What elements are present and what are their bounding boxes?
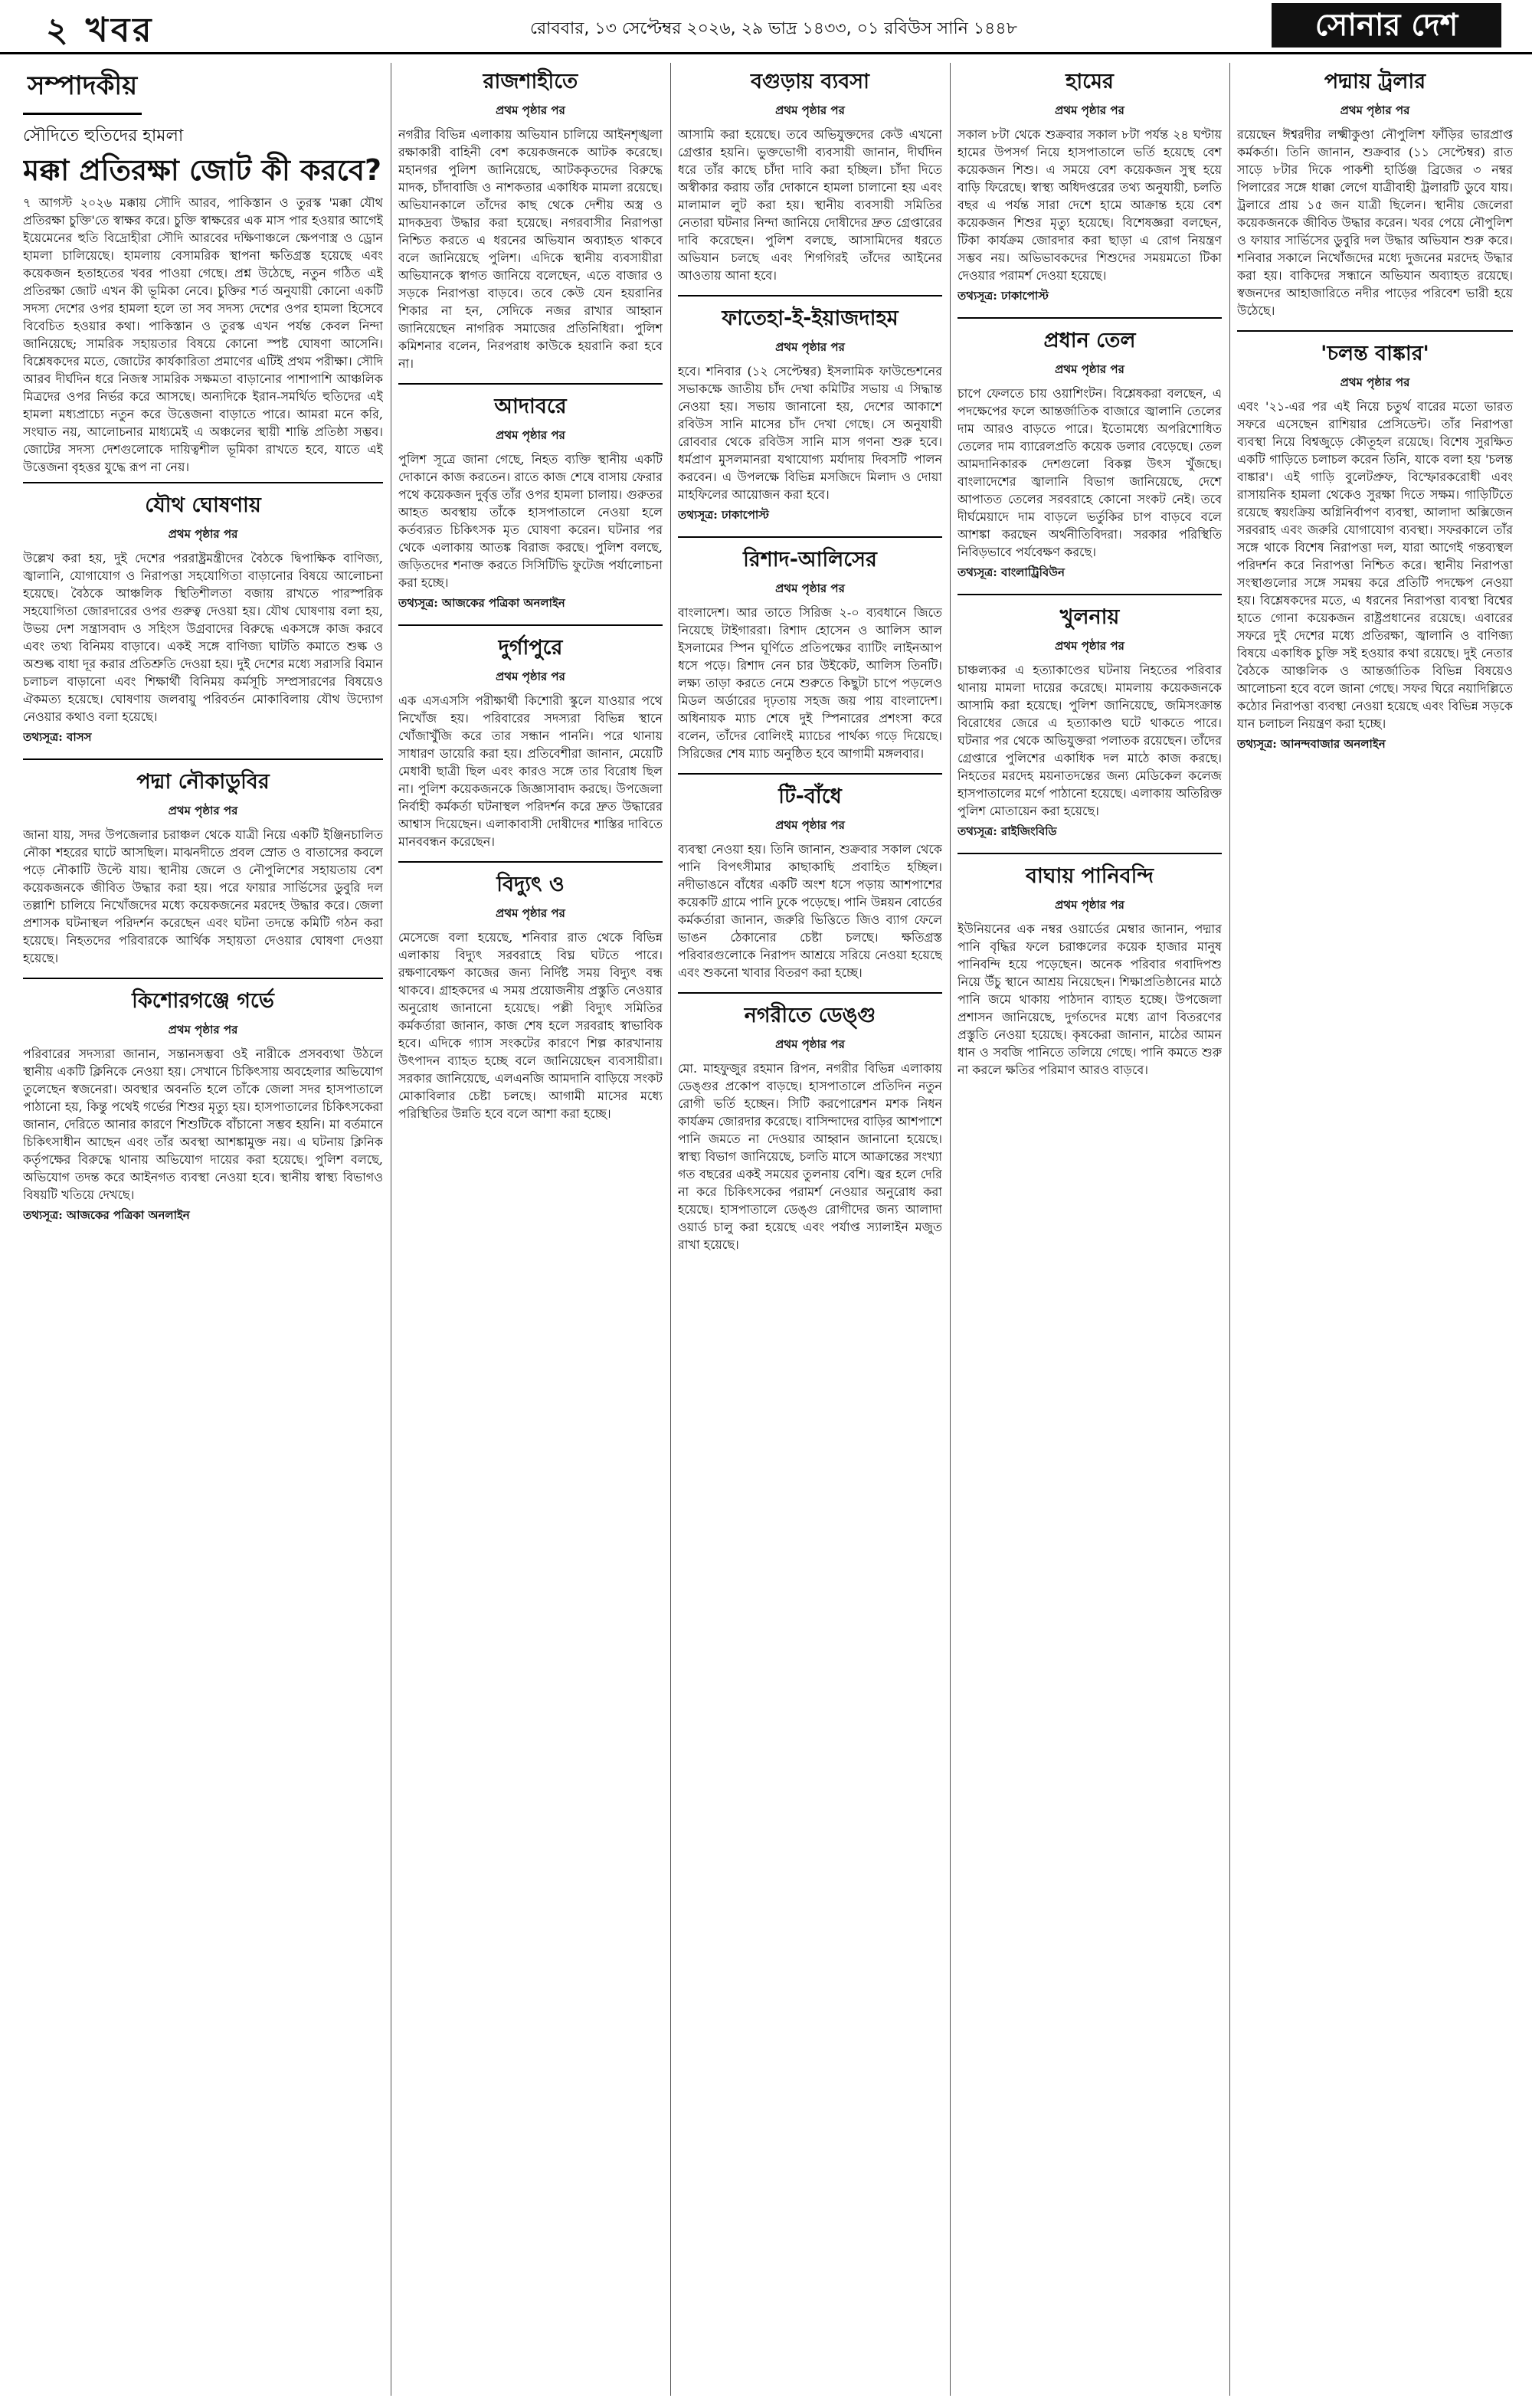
article-joutho	[23, 490, 383, 748]
article-title: রিশাদ-আলিসের	[743, 548, 877, 572]
continuation-label: প্রথম পৃষ্ঠার পর	[168, 527, 238, 541]
article-body: জানা যায়, সদর উপজেলার চরাঞ্চল থেকে যাত্রী নিয়ে একটি ইঞ্জিনচালিত নৌকা শহরের ঘাটে আসছিল। মাঝনদীতে প্রবল স্রোত ও বাতাসের কবলে পড়ে নৌকাটি উল্টে যায়। স্থানীয় জেলে ও নৌপুলিশের সহায়তায় বেশ কয়েকজনকে জীবিত উদ্ধার করা হয়। পরে ফায়ার সার্ভিসের ডুবুরি দল তল্লাশি চালিয়ে নিখোঁজদের মধ্যে কয়েকজনের মরদেহ উদ্ধার করে। জেলা প্রশাসক ঘটনাস্থল পরিদর্শন করেছেন এবং ঘটনা তদন্তে কমিটি গঠন করা হয়েছে। নিহতদের পরিবারকে আর্থিক সহায়তা দেওয়ার ঘোষণা দেওয়া হয়েছে।	[23, 827, 383, 965]
divider	[958, 317, 1222, 319]
article-title: পদ্মা নৌকাডুবির	[136, 770, 270, 794]
article-chalanta	[1237, 338, 1513, 755]
editorial-section	[23, 63, 383, 476]
article-body: বাংলাদেশ। আর তাতে সিরিজ ২-০ ব্যবধানে জিতে নিয়েছে টাইগাররা। রিশাদ হোসেন ও আলিস আল ইসলামের স্পিন ঘূর্ণিতে প্রতিপক্ষের ব্যাটিং লাইনআপ ধসে পড়ে। রিশাদ নেন চার উইকেট, আলিস তিনটি। লক্ষ্য তাড়া করতে নেমে শুরুতে কিছুটা চাপে পড়লেও মিডল অর্ডারের দৃঢ়তায় সহজ জয় পায় বাংলাদেশ। অধিনায়ক ম্যাচ শেষে দুই স্পিনারের প্রশংসা করে বলেন, তাঁদের বোলিংই ম্যাচের পার্থক্য গড়ে দিয়েছে। সিরিজের শেষ ম্যাচ অনুষ্ঠিত হবে আগামী মঙ্গলবার।	[678, 605, 942, 761]
continuation-label: প্রথম পৃষ্ঠার পর	[1340, 375, 1410, 389]
divider	[678, 992, 942, 994]
article-body: ব্যবস্থা নেওয়া হয়। তিনি জানান, শুক্রবার সকাল থেকে পানি বিপৎসীমার কাছাকাছি প্রবাহিত হচ্ছিল। নদীভাঙনে বাঁধের একটি অংশ ধসে পড়ায় আশপাশের কয়েকটি গ্রামে পানি ঢুকে পড়েছে। পানি উন্নয়ন বোর্ডের কর্মকর্তারা জানান, জরুরি ভিত্তিতে জিও ব্যাগ ফেলে ভাঙন ঠেকানোর চেষ্টা চলছে। ক্ষতিগ্রস্ত পরিবারগুলোকে নিরাপদ আশ্রয়ে সরিয়ে নেওয়া হয়েছে এবং শুকনো খাবার বিতরণ করা হচ্ছে।	[678, 842, 942, 980]
editorial-body: ৭ আগস্ট ২০২৬ মক্কায় সৌদি আরব, পাকিস্তান ও তুরস্ক 'মক্কা যৌথ প্রতিরক্ষা চুক্তি'তে স্বাক্ষর করে। চুক্তি স্বাক্ষরের এক মাস পার হওয়ার আগেই ইয়েমেনের হুতি বিদ্রোহীরা সৌদি আরবের দক্ষিণাঞ্চলে ক্ষেপণাস্ত্র ও ড্রোন হামলা চালিয়েছে। হামলায় বেসামরিক স্থাপনা ক্ষতিগ্রস্ত হয়েছে এবং কয়েকজন হতাহতের খবর পাওয়া গেছে। প্রশ্ন উঠেছে, নতুন গঠিত এই প্রতিরক্ষা জোট এখন কী ভূমিকা নেবে। চুক্তির শর্ত অনুযায়ী কোনো একটি সদস্য দেশের ওপর হামলা হলে তা সব সদস্য দেশের ওপর হামলা হিসেবে বিবেচিত হওয়ার কথা। পাকিস্তান ও তুরস্ক এখন পর্যন্ত কেবল নিন্দা জানিয়েছে; সামরিক সহায়তার বিষয়ে কোনো স্পষ্ট ঘোষণা আসেনি। বিশ্লেষকদের মতে, জোটের কার্যকারিতা প্রমাণের এটিই প্রথম পরীক্ষা। সৌদি আরব দীর্ঘদিন ধরে নিজস্ব সামরিক সক্ষমতা বাড়ানোর পাশাপাশি আঞ্চলিক মিত্রদের ওপর নির্ভর করে আসছে। অন্যদিকে ইরান-সমর্থিত হুতিদের এই হামলা মধ্যপ্রাচ্যে নতুন করে উত্তেজনা বাড়াতে পারে। আমরা মনে করি, সংঘাত নয়, আলোচনার মাধ্যমেই এ অঞ্চলের স্থায়ী শান্তি প্রতিষ্ঠা সম্ভব। জোটের সদস্য দেশগুলোকে দায়িত্বশীল ভূমিকা রাখতে হবে, যাতে এই উত্তেজনা বৃহত্তর যুদ্ধে রূপ না নেয়।	[23, 195, 383, 474]
article-title: রাজশাহীতে	[483, 70, 578, 93]
continuation-label: প্রথম পৃষ্ঠার পর	[1055, 103, 1124, 117]
article-byline: তথ্যসূত্র: আজকের পত্রিকা অনলাইন	[23, 1208, 190, 1222]
article-body: রয়েছেন ঈশ্বরদীর লক্ষ্মীকুণ্ডা নৌপুলিশ ফাঁড়ির ভারপ্রাপ্ত কর্মকর্তা। তিনি জানান, শুক্রবার (১১ সেপ্টেম্বর) রাত সাড়ে ৮টার দিকে পাকশী হার্ডিঞ্জ ব্রিজের ৩ নম্বর পিলারের সঙ্গে ধাক্কা লেগে যাত্রীবাহী ট্রলারটি ডুবে যায়। ট্রলারে প্রায় ১৫ জন যাত্রী ছিলেন। স্থানীয় জেলেরা কয়েকজনকে জীবিত উদ্ধার করেন। খবর পেয়ে নৌপুলিশ ও ফায়ার সার্ভিসের ডুবুরি দল উদ্ধার অভিযান শুরু করে। শনিবার সকালে নিখোঁজদের মধ্যে দুজনের মরদেহ উদ্ধার করা হয়। বাকিদের সন্ধানে অভিযান অব্যাহত রয়েছে। স্বজনদের আহাজারিতে নদীর পাড়ের পরিবেশ ভারী হয়ে উঠেছে।	[1237, 127, 1513, 318]
divider	[23, 482, 383, 483]
continuation-label: প্রথম পৃষ্ঠার পর	[775, 1037, 845, 1051]
article-bidyut	[398, 869, 663, 1122]
editorial-tag: সম্পাদকীয়	[23, 66, 142, 115]
divider	[678, 295, 942, 296]
divider	[958, 594, 1222, 595]
divider	[23, 978, 383, 979]
column-rule	[670, 63, 671, 2396]
continuation-label: প্রথম পৃষ্ঠার পর	[168, 804, 238, 817]
article-title: বগুড়ায় ব্যবসা	[751, 70, 869, 93]
article-title: বিদ্যুৎ ও	[496, 873, 565, 896]
article-byline: তথ্যসূত্র: রাইজিংবিডি	[958, 824, 1057, 838]
page-number-label: ২ খবর	[46, 11, 155, 50]
article-byline: তথ্যসূত্র: ঢাকাপোস্ট	[958, 289, 1049, 303]
article-body: উল্লেখ করা হয়, দুই দেশের পররাষ্ট্রমন্ত্রীদের বৈঠকে দ্বিপাক্ষিক বাণিজ্য, জ্বালানি, যোগাযোগ ও নিরাপত্তা সহযোগিতা বাড়ানোর বিষয়ে আলোচনা হয়েছে। বৈঠকে আঞ্চলিক স্থিতিশীলতা বজায় রাখতে পারস্পরিক সহযোগিতা জোরদারের ওপর গুরুত্ব দেওয়া হয়। যৌথ ঘোষণায় বলা হয়, উভয় দেশ সন্ত্রাসবাদ ও সহিংস উগ্রবাদের বিরুদ্ধে একসঙ্গে কাজ করবে এবং তথ্য বিনিময় বাড়াবে। একই সঙ্গে বাণিজ্য ঘাটতি কমাতে শুল্ক ও অশুল্ক বাধা দূর করার প্রতিশ্রুতি দেওয়া হয়। দুই দেশের মধ্যে সরাসরি বিমান চলাচল বাড়ানো এবং শিক্ষার্থী বিনিময় কর্মসূচি সম্প্রসারণের বিষয়েও ঐকমত্য হয়েছে। ঘোষণায় জলবায়ু পরিবর্তন মোকাবিলায় যৌথ উদ্যোগ নেওয়ার কথাও বলা হয়েছে।	[23, 551, 383, 724]
article-boguro	[678, 66, 942, 284]
editorial-kicker: সৌদিতে হুতিদের হামলা	[23, 126, 184, 146]
article-title: খুলনায়	[1059, 605, 1120, 629]
article-title: নগরীতে ডেঙ্গু	[744, 1004, 876, 1027]
issue-date: রোববার, ১৩ সেপ্টেম্বর ২০২৬, ২৯ ভাদ্র ১৪৩৩, ০১ রবিউস সানি ১৪৪৮	[530, 19, 1017, 38]
article-body: নগরীর বিভিন্ন এলাকায় অভিযান চালিয়ে আইনশৃঙ্খলা রক্ষাকারী বাহিনী বেশ কয়েকজনকে আটক করেছে। মহানগর পুলিশ জানিয়েছে, আটককৃতদের বিরুদ্ধে মাদক, চাঁদাবাজি ও নাশকতার একাধিক মামলা রয়েছে। অভিযানকালে তাঁদের কাছ থেকে দেশীয় অস্ত্র ও মাদকদ্রব্য উদ্ধার করা হয়েছে। নগরবাসীর নিরাপত্তা নিশ্চিত করতে এ ধরনের অভিযান অব্যাহত থাকবে বলে জানিয়েছে পুলিশ। এদিকে স্থানীয় ব্যবসায়ীরা অভিযানকে স্বাগত জানিয়ে বলেছেন, এতে বাজার ও সড়কে নিরাপত্তা বাড়বে। তবে কেউ যেন হয়রানির শিকার না হন, সেদিকে নজর রাখার আহ্বান জানিয়েছেন নাগরিক সমাজের প্রতিনিধিরা। পুলিশ কমিশনার বলেন, নিরপরাধ কাউকে হয়রানি করা হবে না।	[398, 127, 663, 371]
divider	[958, 853, 1222, 854]
masthead-logo: সোনার দেশ	[1272, 3, 1501, 48]
column-3	[678, 63, 942, 2396]
continuation-label: প্রথম পৃষ্ঠার পর	[1340, 103, 1410, 117]
article-hajj	[958, 66, 1222, 306]
column-rule	[1229, 63, 1230, 2396]
article-byline: তথ্যসূত্র: ঢাকাপোস্ট	[678, 508, 769, 522]
article-title: হামের	[1066, 70, 1114, 93]
continuation-label: প্রথম পৃষ্ঠার পর	[496, 428, 565, 442]
article-body: সকাল ৮টা থেকে শুক্রবার সকাল ৮টা পর্যন্ত ২৪ ঘণ্টায় হামের উপসর্গ নিয়ে হাসপাতালে ভর্তি হয়েছে বেশ কয়েকজন শিশু। এ সময়ে বেশ কয়েকজন সুস্থ হয়ে বাড়ি ফিরেছে। স্বাস্থ্য অধিদপ্তরের তথ্য অনুযায়ী, চলতি বছর এ পর্যন্ত সারা দেশে হামে আক্রান্ত হয়ে বেশ কয়েকজন শিশুর মৃত্যু হয়েছে। বিশেষজ্ঞরা বলছেন, টিকা কার্যক্রম জোরদার করা ছাড়া এ রোগ নিয়ন্ত্রণ সম্ভব নয়। অভিভাবকদের শিশুদের সময়মতো টিকা দেওয়ার পরামর্শ দেওয়া হয়েছে।	[958, 127, 1222, 283]
article-body: হবে। শনিবার (১২ সেপ্টেম্বর) ইসলামিক ফাউন্ডেশনের সভাকক্ষে জাতীয় চাঁদ দেখা কমিটির সভায় এ সিদ্ধান্ত নেওয়া হয়। সভায় জানানো হয়, দেশের আকাশে রবিউস সানি মাসের চাঁদ দেখা গেছে। সে অনুযায়ী রোববার থেকে রবিউস সানি মাস গণনা শুরু হবে। ধর্মপ্রাণ মুসলমানরা যথাযোগ্য মর্যাদায় দিবসটি পালন করবেন। এ উপলক্ষে বিভিন্ন মসজিদে মিলাদ ও দোয়া মাহফিলের আয়োজন করা হবে।	[678, 364, 942, 502]
article-byline: তথ্যসূত্র: আনন্দবাজার অনলাইন	[1237, 737, 1386, 751]
article-title: দুর্গাপুরে	[498, 636, 563, 660]
article-khulna	[958, 601, 1222, 842]
article-fateha	[678, 303, 942, 526]
continuation-label: প্রথম পৃষ্ঠার পর	[1055, 362, 1124, 376]
divider	[678, 536, 942, 538]
article-body: মেসেজে বলা হয়েছে, শনিবার রাত থেকে বিভিন্ন এলাকায় বিদ্যুৎ সরবরাহে বিঘ্ন ঘটতে পারে। রক্ষণাবেক্ষণ কাজের জন্য নির্দিষ্ট সময় বিদ্যুৎ বন্ধ থাকবে। গ্রাহকদের এ সময় প্রয়োজনীয় প্রস্তুতি নেওয়ার অনুরোধ জানানো হয়েছে। পল্লী বিদ্যুৎ সমিতির কর্মকর্তারা জানান, কাজ শেষ হলে সরবরাহ স্বাভাবিক হবে। এদিকে গ্যাস সংকটের কারণে শিল্প কারখানায় উৎপাদন ব্যাহত হচ্ছে বলে জানিয়েছেন ব্যবসায়ীরা। সরকার জানিয়েছে, এলএনজি আমদানি বাড়িয়ে সংকট মোকাবিলার চেষ্টা চলছে। আগামী মাসের মধ্যে পরিস্থিতির উন্নতি হবে বলে আশা করা হচ্ছে।	[398, 930, 663, 1121]
article-adabor	[398, 391, 663, 614]
column-rule	[950, 63, 951, 2396]
continuation-label: প্রথম পৃষ্ঠার পর	[496, 103, 565, 117]
divider	[398, 383, 663, 385]
article-title: ফাতেহা-ই-ইয়াজদাহম	[722, 306, 899, 330]
continuation-label: প্রথম পৃষ্ঠার পর	[775, 340, 845, 354]
continuation-label: প্রথম পৃষ্ঠার পর	[775, 818, 845, 832]
article-byline: তথ্যসূত্র: বাংলাট্রিবিউন	[958, 565, 1065, 579]
article-body: পরিবারের সদস্যরা জানান, সন্তানসম্ভবা ওই নারীকে প্রসবব্যথা উঠলে স্থানীয় একটি ক্লিনিকে নেওয়া হয়। সেখানে চিকিৎসায় অবহেলার অভিযোগ তুলেছেন স্বজনেরা। অবস্থার অবনতি হলে তাঁকে জেলা সদর হাসপাতালে পাঠানো হয়, কিন্তু পথেই গর্ভের শিশুর মৃত্যু হয়। হাসপাতালের চিকিৎসকেরা জানান, দেরিতে আনার কারণে শিশুটিকে বাঁচানো সম্ভব হয়নি। মা বর্তমানে চিকিৎসাধীন আছেন এবং তাঁর অবস্থা আশঙ্কামুক্ত নয়। এ ঘটনায় ক্লিনিক কর্তৃপক্ষের বিরুদ্ধে থানায় অভিযোগ দায়ের করা হয়েছে। পুলিশ বলছে, অভিযোগ তদন্ত করে আইনগত ব্যবস্থা নেওয়া হবে। স্থানীয় স্বাস্থ্য বিভাগও বিষয়টি খতিয়ে দেখছে।	[23, 1047, 383, 1202]
article-body: এক এসএসসি পরীক্ষার্থী কিশোরী স্কুলে যাওয়ার পথে নিখোঁজ হয়। পরিবারের সদস্যরা বিভিন্ন স্থানে খোঁজাখুঁজি করে তার সন্ধান পাননি। পরে থানায় সাধারণ ডায়েরি করা হয়। প্রতিবেশীরা জানান, মেয়েটি মেধাবী ছাত্রী ছিল এবং কারও সঙ্গে তার বিরোধ ছিল না। পুলিশ কয়েকজনকে জিজ্ঞাসাবাদ করছে। উপজেলা নির্বাহী কর্মকর্তা ঘটনাস্থল পরিদর্শন করে দ্রুত উদ্ধারের আশ্বাস দিয়েছেন। এলাকাবাসী দোষীদের শাস্তির দাবিতে মানববন্ধন করেছেন।	[398, 693, 663, 849]
article-body: চাপে ফেলতে চায় ওয়াশিংটন। বিশ্লেষকরা বলছেন, এ পদক্ষেপের ফলে আন্তর্জাতিক বাজারে জ্বালানি তেলের দাম আরও বাড়তে পারে। ইতোমধ্যে অপরিশোধিত তেলের দাম ব্যারেলপ্রতি কয়েক ডলার বেড়েছে। তেল আমদানিকারক দেশগুলো বিকল্প উৎস খুঁজছে। বাংলাদেশের জ্বালানি বিভাগ জানিয়েছে, দেশে আপাতত তেলের সরবরাহে কোনো সংকট নেই। তবে দীর্ঘমেয়াদে দাম বাড়লে ভর্তুকির চাপ বাড়বে বলে আশঙ্কা করছেন অর্থনীতিবিদরা। সরকার পরিস্থিতি নিবিড়ভাবে পর্যবেক্ষণ করছে।	[958, 386, 1222, 559]
article-title: যৌথ ঘোষণায়	[145, 493, 261, 517]
article-bayay	[958, 860, 1222, 1079]
continuation-label: প্রথম পৃষ্ঠার পর	[1055, 898, 1124, 912]
article-title: টি-বাঁধে	[778, 785, 842, 808]
article-body: চাঞ্চল্যকর এ হত্যাকাণ্ডের ঘটনায় নিহতের পরিবার থানায় মামলা দায়ের করেছে। মামলায় কয়েকজনকে আসামি করা হয়েছে। পুলিশ জানিয়েছে, জমিসংক্রান্ত বিরোধের জেরে এ হত্যাকাণ্ড ঘটে থাকতে পারে। ঘটনার পর থেকে অভিযুক্তরা পলাতক রয়েছেন। তাঁদের গ্রেপ্তারে পুলিশের একাধিক দল মাঠে কাজ করছে। নিহতের মরদেহ ময়নাতদন্তের জন্য মেডিকেল কলেজ হাসপাতালের মর্গে পাঠানো হয়েছে। এলাকায় অতিরিক্ত পুলিশ মোতায়েন করা হয়েছে।	[958, 663, 1222, 818]
article-dengue	[678, 1000, 942, 1253]
divider	[398, 861, 663, 863]
article-rajshahi	[398, 66, 663, 372]
article-padma-boat	[23, 766, 383, 967]
article-title: কিশোরগঞ্জে গর্ভে	[132, 989, 274, 1013]
article-oil	[958, 325, 1222, 583]
continuation-label: প্রথম পৃষ্ঠার পর	[775, 103, 845, 117]
article-title: 'চলন্ত বাঙ্কার'	[1321, 342, 1429, 365]
article-body: মো. মাহফুজুর রহমান রিপন, নগরীর বিভিন্ন এলাকায় ডেঙ্গুর প্রকোপ বাড়ছে। হাসপাতালে প্রতিদিন নতুন রোগী ভর্তি হচ্ছেন। সিটি করপোরেশন মশক নিধন কার্যক্রম জোরদার করেছে। বাসিন্দাদের বাড়ির আশপাশে পানি জমতে না দেওয়ার আহ্বান জানানো হয়েছে। স্বাস্থ্য বিভাগ জানিয়েছে, চলতি মাসে আক্রান্তের সংখ্যা গত বছরের একই সময়ের তুলনায় বেশি। জ্বর হলে দেরি না করে চিকিৎসকের পরামর্শ নেওয়ার অনুরোধ করা হয়েছে। হাসপাতালে ডেঙ্গু রোগীদের জন্য আলাদা ওয়ার্ড চালু করা হয়েছে এবং পর্যাপ্ত স্যালাইন মজুত রাখা হয়েছে।	[678, 1061, 942, 1252]
article-title: পদ্মায় ট্রলার	[1324, 70, 1426, 93]
article-kishoreganj	[23, 985, 383, 1226]
editorial-headline: মক্কা প্রতিরক্ষা জোট কী করবে?	[23, 153, 382, 187]
continuation-label: প্রথম পৃষ্ঠার পর	[496, 670, 565, 683]
article-byline: তথ্যসূত্র: আজকের পত্রিকা অনলাইন	[398, 596, 565, 610]
divider	[23, 758, 383, 760]
divider	[398, 624, 663, 626]
divider	[1237, 330, 1513, 332]
article-body: এবং '২১-এর পর এই নিয়ে চতুর্থ বারের মতো ভারত সফরে এসেছেন রাশিয়ার প্রেসিডেন্ট। তাঁর নিরাপত্তা ব্যবস্থা নিয়ে বিশ্বজুড়ে কৌতূহল রয়েছে। বিশেষ সুরক্ষিত একটি গাড়িতে চলাচল করেন তিনি, যাকে বলা হয় 'চলন্ত বাঙ্কার'। এই গাড়ি বুলেটপ্রুফ, বিস্ফোরকরোধী এবং রাসায়নিক হামলা থেকেও সুরক্ষা দিতে সক্ষম। গাড়িটিতে রয়েছে স্বয়ংক্রিয় অগ্নিনির্বাপণ ব্যবস্থা, আলাদা অক্সিজেন সরবরাহ এবং জরুরি যোগাযোগ ব্যবস্থা। সফরকালে তাঁর সঙ্গে থাকে বিশেষ নিরাপত্তা দল, যারা আগেই গন্তব্যস্থল পরিদর্শন করে নিরাপত্তা নিশ্চিত করে। স্থানীয় নিরাপত্তা সংস্থাগুলোর সঙ্গে সমন্বয় করে প্রতিটি পদক্ষেপ নেওয়া হয়। বিশ্লেষকদের মতে, এ ধরনের নিরাপত্তা ব্যবস্থা বিশ্বের হাতে গোনা কয়েকজন রাষ্ট্রপ্রধানের রয়েছে। এবারের সফরে দুই দেশের মধ্যে প্রতিরক্ষা, জ্বালানি ও বাণিজ্য বিষয়ে একাধিক চুক্তি সই হওয়ার কথা রয়েছে। দুই নেতার বৈঠকে আঞ্চলিক ও আন্তর্জাতিক বিভিন্ন বিষয়েও আলোচনা হবে বলে জানা গেছে। সফর ঘিরে নয়াদিল্লিতে কঠোর নিরাপত্তা ব্যবস্থা নেওয়া হয়েছে এবং বিভিন্ন সড়কে যান চলাচল নিয়ন্ত্রণ করা হচ্ছে।	[1237, 399, 1513, 731]
article-body: আসামি করা হয়েছে। তবে অভিযুক্তদের কেউ এখনো গ্রেপ্তার হয়নি। ভুক্তভোগী ব্যবসায়ী জানান, দীর্ঘদিন ধরে তাঁর কাছে চাঁদা দাবি করা হচ্ছিল। চাঁদা দিতে অস্বীকার করায় তাঁর দোকানে হামলা চালানো হয় এবং মালামাল লুট করা হয়। স্থানীয় ব্যবসায়ী সমিতির নেতারা ঘটনার নিন্দা জানিয়ে দোষীদের দ্রুত গ্রেপ্তারের দাবি করেছেন। পুলিশ বলছে, আসামিদের ধরতে অভিযান চলছে এবং শিগগিরই তাঁদের আইনের আওতায় আনা হবে।	[678, 127, 942, 283]
article-tibandh	[678, 781, 942, 981]
continuation-label: প্রথম পৃষ্ঠার পর	[1055, 639, 1124, 653]
article-rishad	[678, 544, 942, 762]
divider	[678, 773, 942, 775]
continuation-label: প্রথম পৃষ্ঠার পর	[168, 1023, 238, 1037]
page-header	[0, 0, 1532, 54]
article-byline: তথ্যসূত্র: বাসস	[23, 730, 92, 744]
continuation-label: প্রথম পৃষ্ঠার পর	[496, 906, 565, 920]
article-body: পুলিশ সূত্রে জানা গেছে, নিহত ব্যক্তি স্থানীয় একটি দোকানে কাজ করতেন। রাতে কাজ শেষে বাসায় ফেরার পথে কয়েকজন দুর্বৃত্ত তাঁর ওপর হামলা চালায়। গুরুতর আহত অবস্থায় তাঁকে হাসপাতালে নেওয়া হলে কর্তব্যরত চিকিৎসক মৃত ঘোষণা করেন। ঘটনার পর থেকে এলাকায় আতঙ্ক বিরাজ করছে। পুলিশ বলছে, জড়িতদের শনাক্ত করতে সিসিটিভি ফুটেজ পর্যালোচনা করা হচ্ছে।	[398, 452, 663, 590]
article-body: ইউনিয়নের এক নম্বর ওয়ার্ডের মেম্বার জানান, পদ্মার পানি বৃদ্ধির ফলে চরাঞ্চলের কয়েক হাজার মানুষ পানিবন্দি হয়ে পড়েছেন। অনেক পরিবার গবাদিপশু নিয়ে উঁচু স্থানে আশ্রয় নিয়েছেন। শিক্ষাপ্রতিষ্ঠানের মাঠে পানি জমে থাকায় পাঠদান ব্যাহত হচ্ছে। উপজেলা প্রশাসন জানিয়েছে, দুর্গতদের মধ্যে ত্রাণ বিতরণের প্রস্তুতি নেওয়া হয়েছে। কৃষকেরা জানান, মাঠের আমন ধান ও সবজি পানিতে তলিয়ে গেছে। পানি কমতে শুরু না করলে ক্ষতির পরিমাণ আরও বাড়বে।	[958, 922, 1222, 1077]
article-title: আদাবরে	[494, 395, 567, 418]
column-5	[1237, 63, 1513, 2396]
continuation-label: প্রথম পৃষ্ঠার পর	[775, 582, 845, 595]
article-padma-trawler	[1237, 66, 1513, 319]
column-4	[958, 63, 1222, 2396]
article-title: প্রধান তেল	[1043, 329, 1136, 352]
article-title: বাঘায় পানিবন্দি	[1025, 864, 1154, 888]
article-durgapur	[398, 632, 663, 850]
column-1	[23, 63, 383, 2396]
column-2	[398, 63, 663, 2396]
